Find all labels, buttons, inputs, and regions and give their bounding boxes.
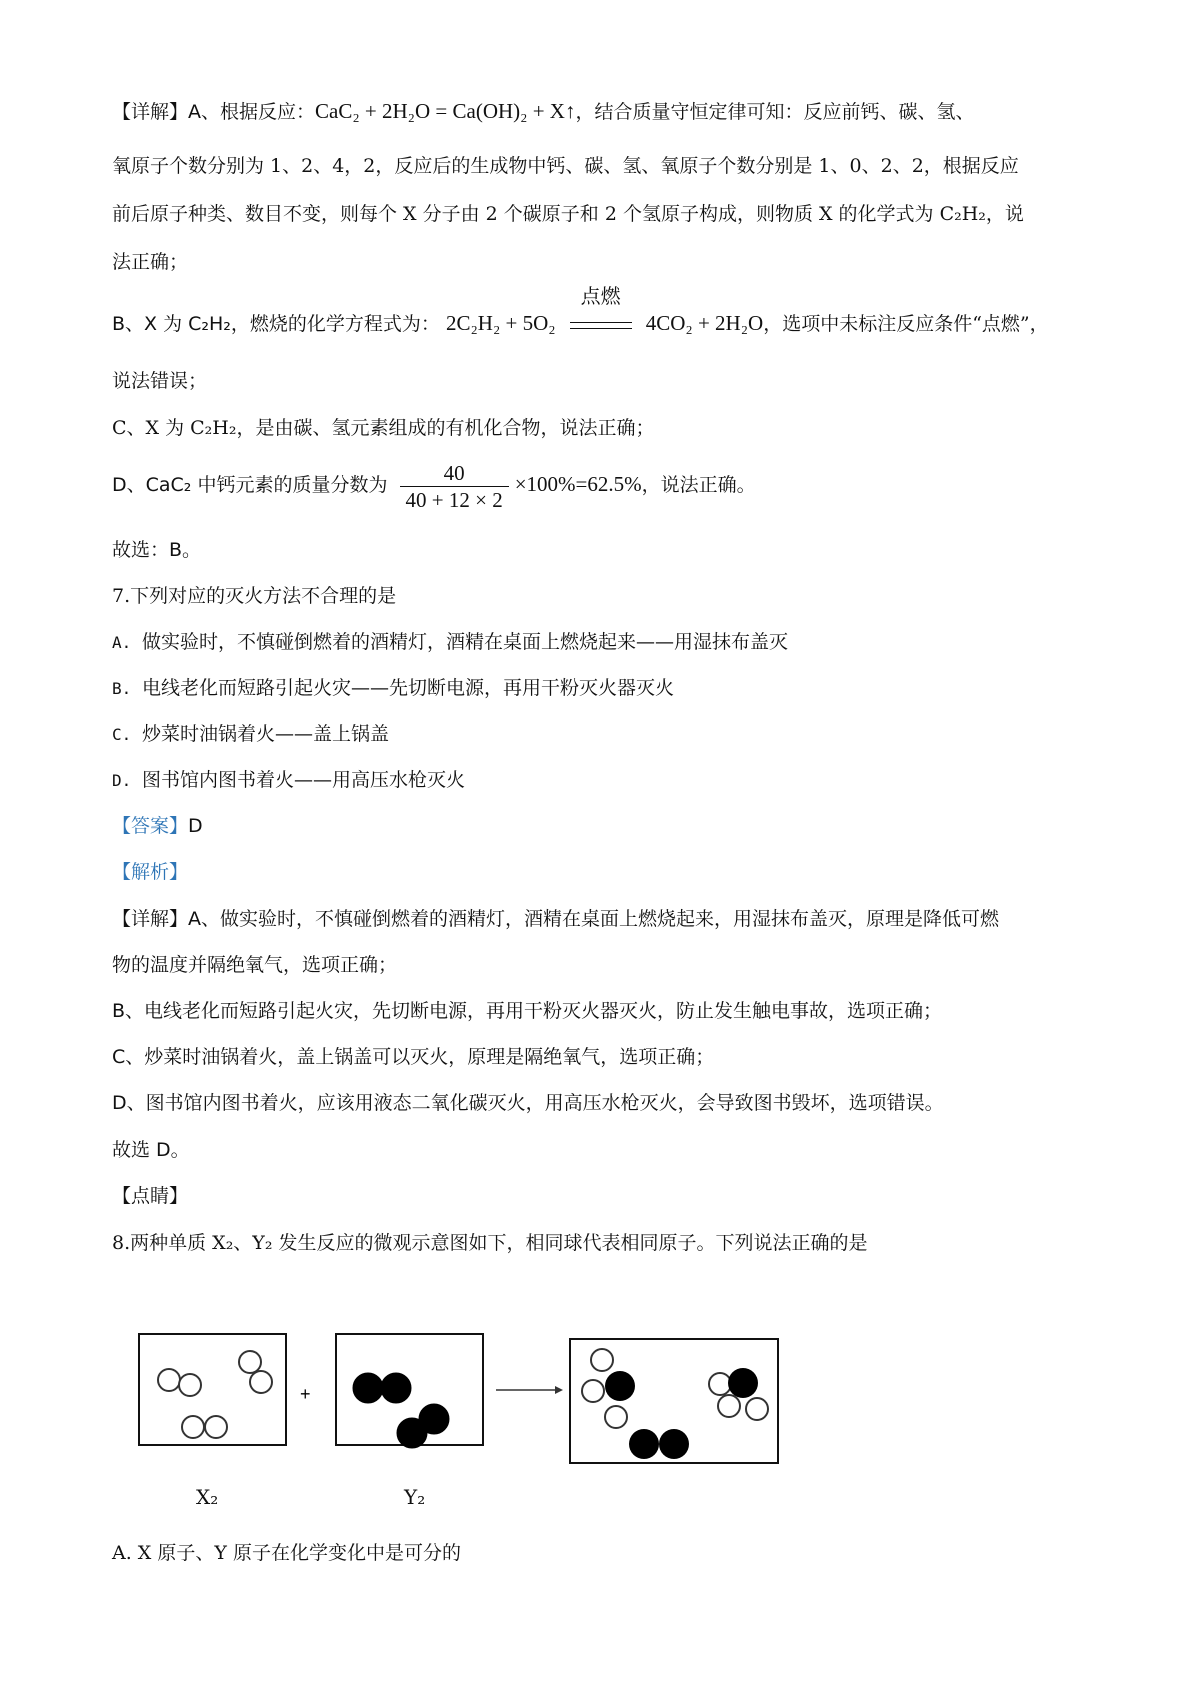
label-y2: Y₂ [404, 1485, 426, 1509]
y-atom [353, 1373, 383, 1403]
combustion-left: 2C₂H₂ + 5O₂ [445, 311, 556, 335]
option-b-prefix: B、X 为 C₂H₂，燃烧的化学方程式为： [112, 313, 440, 335]
x-atom [250, 1371, 272, 1393]
answer-value: D [188, 815, 203, 837]
option-d-prefix: D、CaC₂ 中钙元素的质量分数为 [112, 474, 388, 496]
x-atom [179, 1374, 201, 1396]
q7-detail-line-1: 【详解】A、做实验时，不慎碰倒燃着的酒精灯，酒精在桌面上燃烧起来，用湿抹布盖灭，原理是降低可燃 [112, 908, 1000, 930]
comment-tag: 【点睛】 [112, 1185, 189, 1207]
detail-line-3: 前后原子种类、数目不变，则每个 X 分子由 2 个碳原子和 2 个氢原子构成，则物质 X 的化学式为 C₂H₂，说 [112, 203, 1024, 225]
plus-sign: + [300, 1384, 311, 1404]
label-x2: X₂ [196, 1485, 219, 1509]
x-atom [239, 1351, 261, 1373]
combustion-right: 4CO₂ + 2H₂O [645, 311, 764, 335]
q7-option-a: A. 做实验时，不慎碰倒燃着的酒精灯，酒精在桌面上燃烧起来——用湿抹布盖灭 [112, 631, 789, 653]
detail-prefix: 【详解】A、根据反应： [112, 101, 315, 123]
reaction-equation: CaC₂ + 2H₂O = Ca(OH)₂ + X↑ [315, 99, 576, 123]
fraction-denominator: 40 + 12 × 2 [405, 487, 503, 512]
answer-tag: 【答案】 [112, 815, 189, 837]
q8-option-a: A. X 原子、Y 原子在化学变化中是可分的 [112, 1542, 461, 1564]
q7-option-d: D. 图书馆内图书着火——用高压水枪灭火 [112, 769, 466, 791]
y-atom [381, 1373, 411, 1403]
q7-detail-line-5: D、图书馆内图书着火，应该用液态二氧化碳灭火，用高压水枪灭火，会导致图书毁坏，选项错误。 [112, 1092, 944, 1114]
q7-detail-line-2: 物的温度并隔绝氧气，选项正确； [112, 954, 398, 976]
question-7-stem: 7.下列对应的灭火方法不合理的是 [112, 585, 397, 607]
product-molecule-2 [709, 1368, 768, 1420]
q7-option-c: C. 炒菜时油锅着火——盖上锅盖 [112, 723, 390, 745]
option-d-suffix: ，说法正确。 [641, 474, 756, 496]
condition-label: 点燃 [580, 284, 621, 308]
question-8-stem: 8.两种单质 X₂、Y₂ 发生反应的微观示意图如下，相同球代表相同原子。下列说法正确的是 [112, 1232, 868, 1254]
x-atom [205, 1416, 227, 1438]
q7-option-b: B. 电线老化而短路引起火灾——先切断电源，再用干粉灭火器灭火 [112, 677, 675, 699]
detail-suffix: ，结合质量守恒定律可知：反应前钙、碳、氢、 [575, 101, 975, 123]
arrow-head-icon [555, 1386, 563, 1394]
q7-detail-line-4: C、炒菜时油锅着火，盖上锅盖可以灭火，原理是隔绝氧气，选项正确； [112, 1046, 715, 1068]
option-c-explanation: C、X 为 C₂H₂，是由碳、氢元素组成的有机化合物，说法正确； [112, 417, 655, 439]
product-molecule-1 [582, 1349, 635, 1428]
option-b-suffix: ，选项中未标注反应条件“点燃”， [763, 313, 1049, 335]
q7-detail-line-3: B、电线老化而短路引起火灾，先切断电源，再用干粉灭火器灭火，防止发生触电事故，选项正确； [112, 1000, 943, 1022]
detail-line-2: 氧原子个数分别为 1、2、4，2，反应后的生成物中钙、碳、氢、氧原子个数分别是 1、0、2、2，根据反应 [112, 155, 1019, 177]
analysis-tag: 【解析】 [112, 861, 189, 883]
x-atom [158, 1369, 180, 1391]
q7-detail-line-6: 故选 D。 [112, 1139, 190, 1161]
x-atom [182, 1416, 204, 1438]
fraction-numerator: 40 [400, 460, 509, 487]
y-atom [397, 1418, 427, 1448]
fraction-result: ×100%=62.5% [514, 472, 642, 496]
detail-line-4: 法正确； [112, 251, 189, 273]
choice-line: 故选：B。 [112, 539, 202, 561]
option-b-line-2: 说法错误； [112, 370, 208, 392]
product-y2-molecule [629, 1429, 689, 1459]
